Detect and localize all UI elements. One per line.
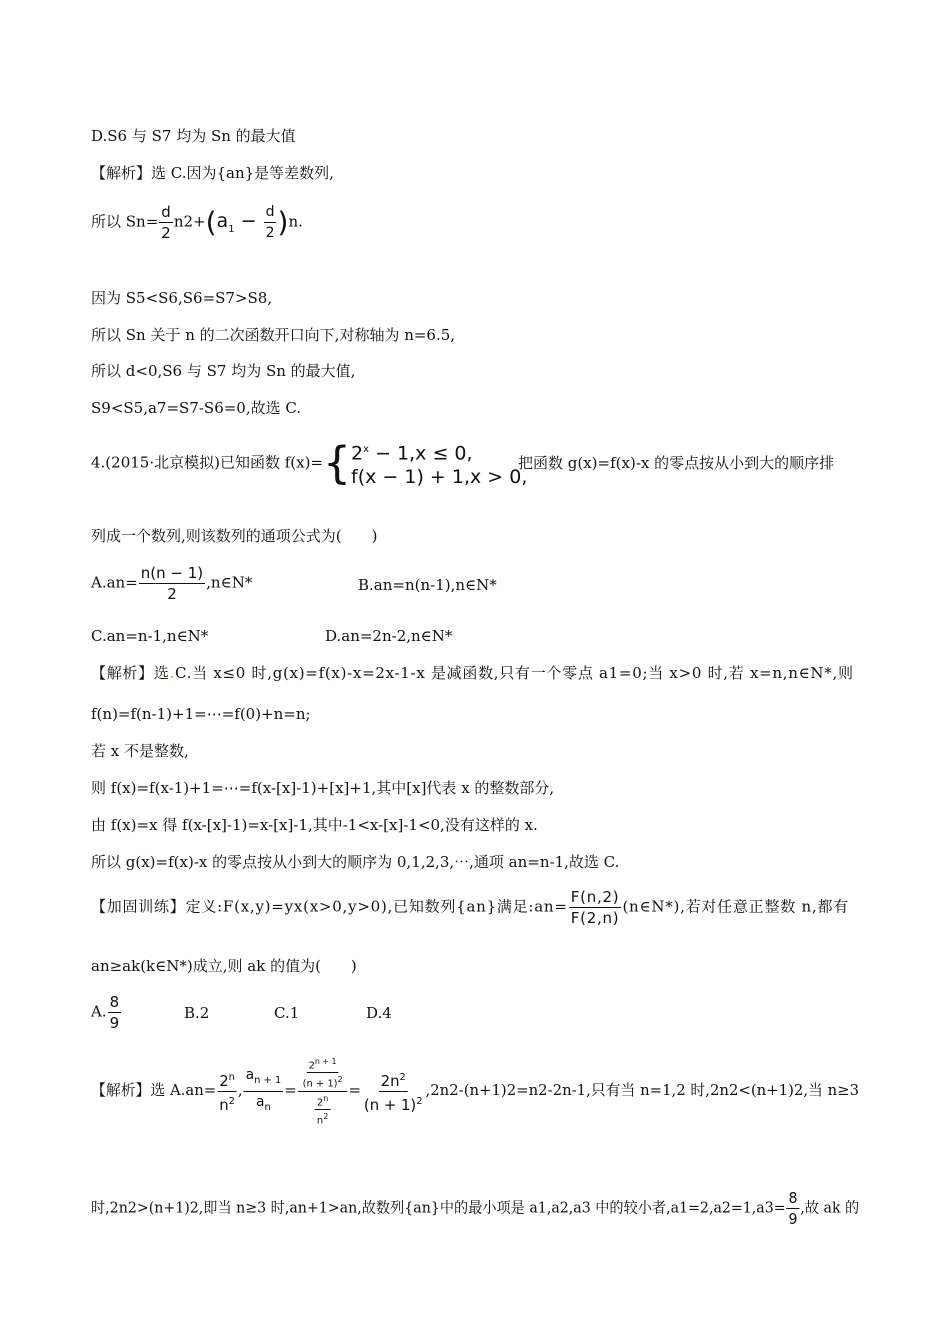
sn-prefix: 所以 Sn= bbox=[91, 212, 159, 231]
compound-fraction: $\frac{\frac{2^{n + 1}}{(n + 1)^2}}{\frac{2^n}{n^2}}$ bbox=[298, 1055, 348, 1127]
training-line-1: 【加固训练】定义:F(x,y)=yx(x>0,y>0),已知数列{an}满足:an= $\frac{F(n,2)}{F(2,n)}$ (n∈N*),若对任意正整数 n,都有 bbox=[91, 888, 849, 927]
analysis-4-line-3: 若 x 不是整数, bbox=[91, 742, 189, 760]
analysis-4-line-4: 则 f(x)=f(x-1)+1=⋯=f(x-[x]-1)+[x]+1,其中[x]代表 x 的整数部分, bbox=[91, 779, 555, 797]
training-option-a: A. $\frac{8}{9}$ bbox=[91, 993, 120, 1032]
fraction-d-over-2: $\frac{d}{2}$ bbox=[161, 203, 171, 242]
option-d-line: D.S6 与 S7 均为 Sn 的最大值 bbox=[91, 127, 296, 145]
training-line-2: an≥ak(k∈N*)成立,则 ak 的值为( ) bbox=[91, 957, 357, 975]
solution-line-2: 时,2n2>(n+1)2,即当 n≥3 时,an+1>an,故数列{an}中的最小项是 a1,a2,a3 中的较小者,a1=2,a2=1,a3= $\frac{8}{9}$ ,故 ak 的 bbox=[91, 1189, 860, 1228]
sn-suffix: n. bbox=[288, 212, 303, 231]
option-c-line: C.an=n-1,n∈N* bbox=[91, 627, 209, 645]
analysis-4-line-6: 所以 g(x)=f(x)-x 的零点按从小到大的顺序为 0,1,2,3,⋯,通项 an=n-1,故选 C. bbox=[91, 853, 620, 871]
q4-prefix: 4.(2015·北京模拟)已知函数 f(x)= bbox=[91, 453, 324, 472]
fraction-n-n-1-over-2: $\frac{n(n - 1)}{2}$ bbox=[140, 564, 204, 603]
fraction-2n2-over-n1-2: $\frac{2n^2}{(n + 1)^2}$ bbox=[362, 1068, 425, 1115]
max-value-line: 所以 d<0,S6 与 S7 均为 Sn 的最大值, bbox=[91, 362, 356, 380]
conclusion-line: S9<S5,a7=S7-S6=0,故选 C. bbox=[91, 399, 302, 417]
analysis-4-line-5: 由 f(x)=x 得 f(x-[x]-1)=x-[x]-1,其中-1<x-[x]-1<0,没有这样的 x. bbox=[91, 816, 538, 834]
q4-suffix: 把函数 g(x)=f(x)-x 的零点按从小到大的顺序排 bbox=[518, 454, 835, 472]
fraction-F: $\frac{F(n,2)}{F(2,n)}$ bbox=[570, 888, 620, 927]
sn-formula-line: 所以 Sn= $\frac{d}{2}$ $n2+(a_1$ − $\frac{d}{2}$ )n. bbox=[91, 203, 303, 242]
question-4-line: 4.(2015·北京模拟)已知函数 f(x)={ $2^x - 1,x \le 0$, f(x − 1) + 1,x > 0, bbox=[91, 437, 528, 489]
training-option-d: D.4 bbox=[366, 1004, 392, 1022]
quadratic-line: 所以 Sn 关于 n 的二次函数开口向下,对称轴为 n=6.5, bbox=[91, 326, 456, 344]
option-a-line: A.an= $\frac{n(n - 1)}{2}$ ,n∈N* bbox=[91, 564, 253, 603]
solution-line-1: 【解析】选 A.an= $\frac{2^n}{n^2}$ , $\frac{a_{n + 1}}{a_n}$ = $\frac{\frac{2^{n + 1}}{(n + 1)^2}}{\frac{2^n}{n^2}}$ = $\frac{2n^2}{(n + 1)^2}$ ,2n2-(n+1)2=n2-2n-1,只有当 n=1,2 时,2n2<(n+1)2,当 n≥3 bbox=[91, 1057, 860, 1127]
option-d2-line: D.an=2n-2,n∈N* bbox=[325, 627, 453, 645]
piecewise-function bbox=[351, 438, 527, 489]
case-2: f(x − 1) + 1,x > 0, bbox=[351, 466, 528, 489]
a1-term: $a_1$ − bbox=[216, 209, 263, 235]
fraction-d-over-2-b: $\frac{d}{2}$ bbox=[265, 204, 275, 241]
sn-mid: n2+ bbox=[173, 212, 206, 231]
fraction-2n-over-n2: $\frac{2^n}{n^2}$ bbox=[217, 1068, 237, 1115]
fraction-8-over-9: $\frac{8}{9}$ bbox=[109, 993, 120, 1032]
analysis-4-line-1: 【解析】选.C.当 x≤0 时,g(x)=f(x)-x=2x-1-x 是减函数,只有一个零点 a1=0;当 x>0 时,若 x=n,n∈N*,则 bbox=[91, 664, 854, 682]
q4-continuation: 列成一个数列,则该数列的通项公式为( ) bbox=[91, 527, 378, 545]
s-compare-line: 因为 S5<S6,S6=S7>S8, bbox=[91, 289, 273, 307]
fraction-8-over-9-b: $\frac{8}{9}$ bbox=[788, 1189, 798, 1228]
analysis-line: 【解析】选 C.因为{an}是等差数列, bbox=[91, 164, 334, 182]
training-option-b: B.2 bbox=[184, 1004, 210, 1022]
training-option-c: C.1 bbox=[274, 1004, 300, 1022]
fraction-an1-over-an: $\frac{a_{n + 1}}{a_n}$ bbox=[245, 1066, 282, 1113]
case-1: $2^x - 1,x \le 0$, bbox=[351, 442, 473, 465]
analysis-4-line-2: f(n)=f(n-1)+1=⋯=f(0)+n=n; bbox=[91, 705, 311, 723]
option-b-line: B.an=n(n-1),n∈N* bbox=[358, 576, 497, 594]
